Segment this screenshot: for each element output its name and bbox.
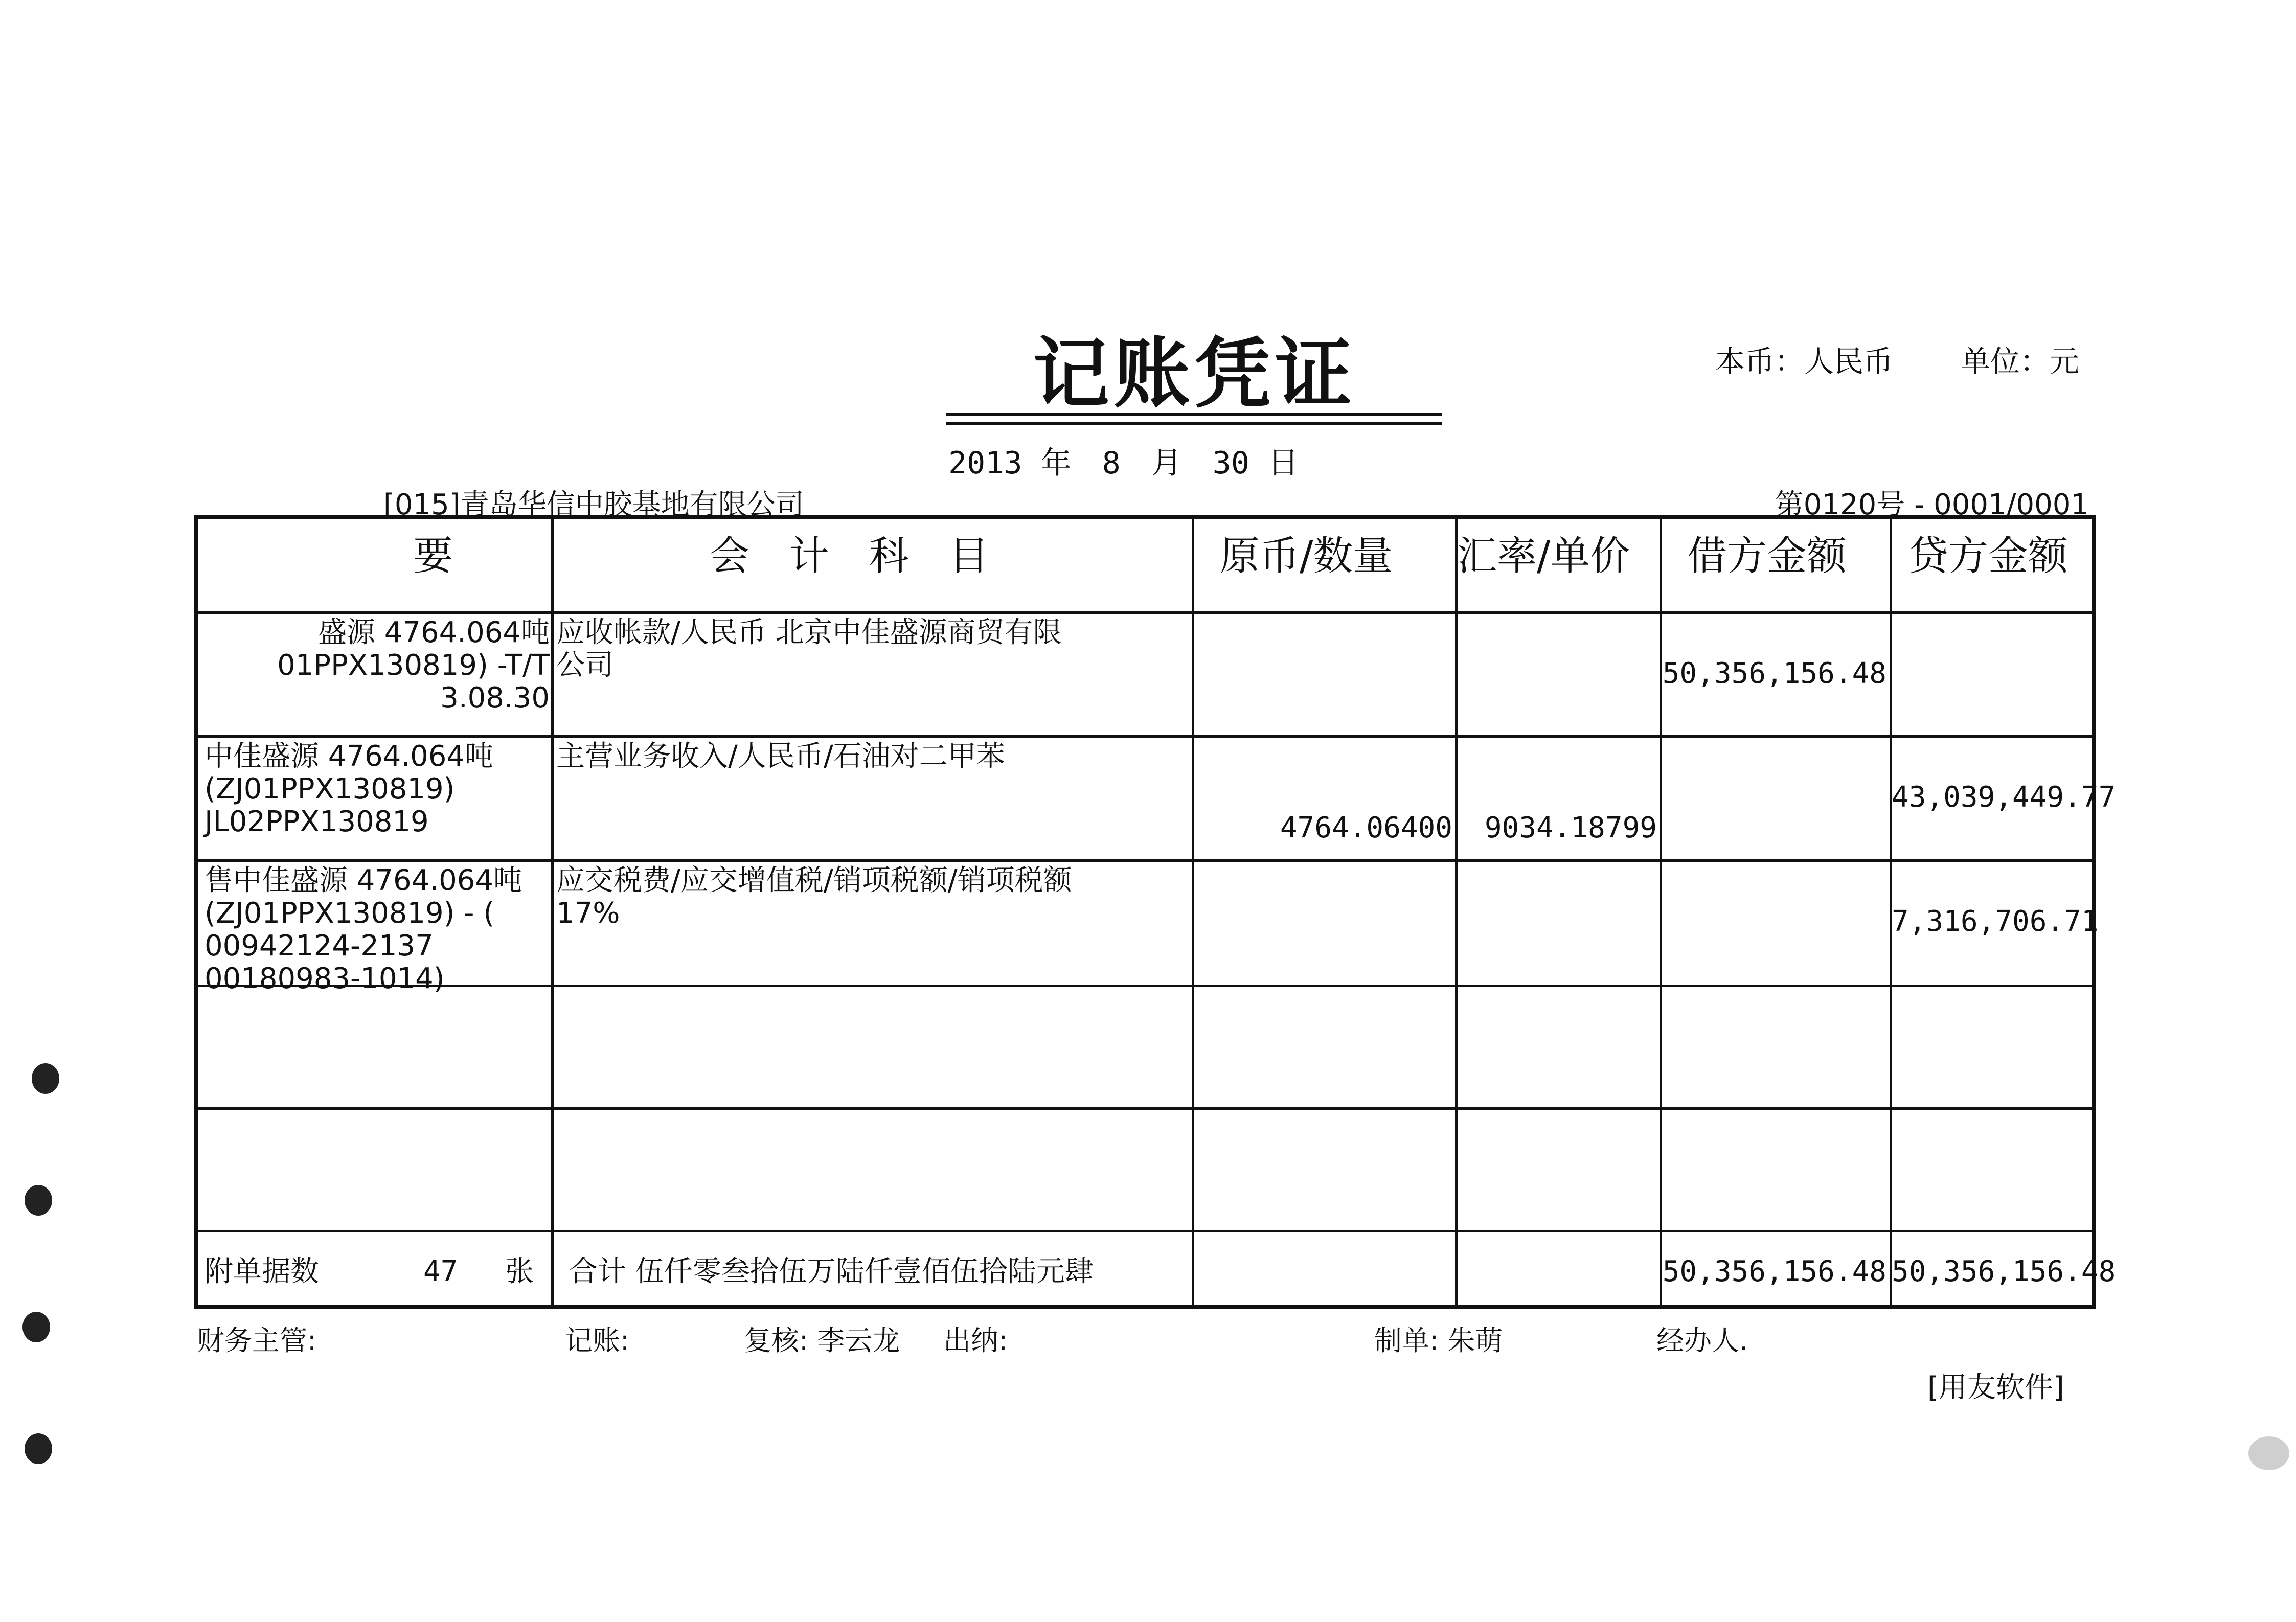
header-credit: 贷方金额 (1908, 533, 2068, 579)
footer-reviewer: 复核: 李云龙 (744, 1324, 900, 1357)
row3-summary: 售中佳盛源 4764.064吨 (ZJ01PPX130819) - ( 00942124-2137 00180983-1014) (204, 864, 522, 995)
software-label: [用友软件] (1927, 1371, 2064, 1404)
voucher-date: 2013 年 8 月 30 日 (948, 445, 1299, 481)
unit-label: 单位：元 (1961, 344, 2080, 379)
footer-finance-supervisor: 财务主管: (197, 1324, 317, 1357)
voucher-table (194, 515, 2116, 1309)
row-divider (198, 859, 2092, 862)
title-underline-top (946, 413, 1442, 416)
header-rate: 汇率/单价 (1457, 533, 1630, 579)
row1-summary: 盛源 4764.064吨 01PPX130819) -T/T 3.08.30 (277, 616, 550, 715)
row2-credit: 43,039,449.77 (1892, 781, 2116, 814)
punch-hole-icon (25, 1185, 52, 1216)
row-divider (198, 1230, 2092, 1232)
total-amount-text: 合计 伍仟零叁拾伍万陆仟壹佰伍拾陆元肆 (569, 1255, 1094, 1288)
footer-cashier: 出纳: (943, 1324, 1008, 1357)
attachments-label: 附单据数 (204, 1255, 319, 1288)
row-divider (198, 611, 2092, 614)
col-divider (1455, 519, 1458, 1305)
header-orig: 原币/数量 (1220, 533, 1393, 579)
attachments-unit: 张 (505, 1255, 534, 1288)
row3-account: 应交税费/应交增值税/销项税额/销项税额 17% (556, 864, 1072, 930)
row1-debit: 50,356,156.48 (1662, 657, 1886, 690)
punch-hole-icon (22, 1312, 50, 1342)
currency-label: 本币：人民币 (1715, 344, 1894, 379)
row-divider (198, 1107, 2092, 1110)
row2-orig: 4764.06400 (1280, 811, 1452, 844)
header-account: 会 计 科 目 (710, 533, 989, 579)
header-debit: 借方金额 (1687, 533, 1847, 579)
footer-handler: 经办人. (1656, 1324, 1748, 1357)
punch-hole-icon (2248, 1436, 2289, 1470)
header-summary: 要 (413, 533, 453, 579)
total-debit: 50,356,156.48 (1662, 1255, 1886, 1288)
footer-bookkeeper: 记账: (565, 1324, 630, 1357)
row2-summary: 中佳盛源 4764.064吨 (ZJ01PPX130819) JL02PPX130819 (204, 740, 494, 838)
company-name: [015]青岛华信中胶基地有限公司 (383, 488, 804, 521)
row1-account: 应收帐款/人民币 北京中佳盛源商贸有限 公司 (556, 616, 1062, 682)
total-credit: 50,356,156.48 (1892, 1255, 2116, 1288)
col-divider (1192, 519, 1194, 1305)
col-divider (551, 519, 554, 1305)
punch-hole-icon (32, 1063, 59, 1094)
punch-hole-icon (25, 1433, 52, 1464)
row2-account: 主营业务收入/人民币/石油对二甲苯 (556, 740, 1005, 773)
voucher-title: 记账凭证 (1033, 329, 1356, 419)
row3-credit: 7,316,706.71 (1892, 905, 2099, 938)
col-divider (1660, 519, 1662, 1305)
title-underline-bottom (946, 422, 1442, 425)
row2-rate: 9034.18799 (1484, 811, 1657, 844)
attachments-count: 47 (423, 1255, 458, 1288)
row-divider (198, 735, 2092, 738)
voucher-number: 第0120号 - 0001/0001 (1775, 488, 2089, 521)
footer-preparer: 制单: 朱萌 (1374, 1324, 1503, 1357)
